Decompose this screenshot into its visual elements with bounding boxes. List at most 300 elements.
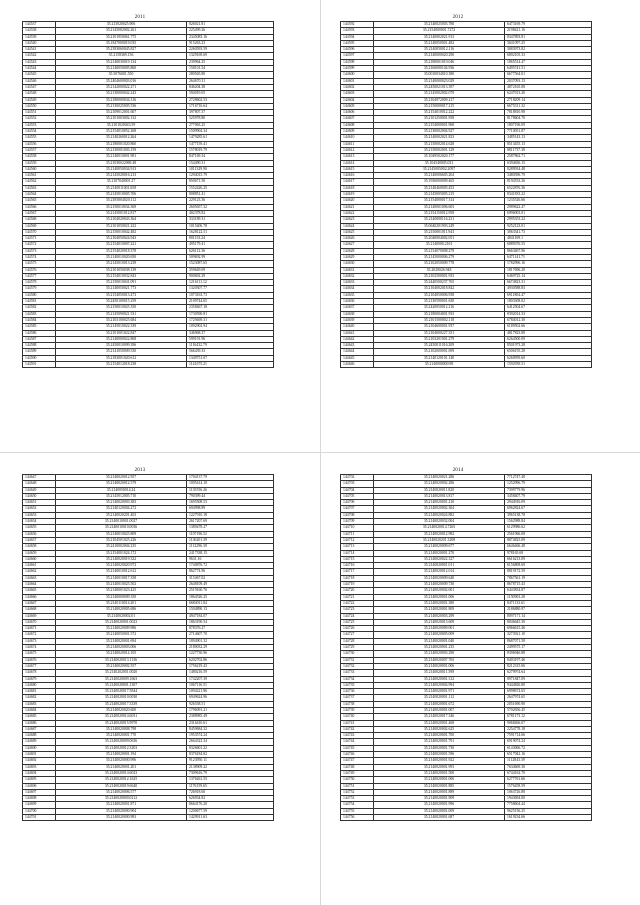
amount-cell: 1015406.78 [187,223,274,229]
amount-cell: 2388985.49 [187,714,274,720]
amount-cell: 1107196.52 [187,531,274,537]
record-id-cell: 144683 [23,701,56,707]
amount-cell: 1742207.39 [187,676,274,682]
code-cell: 35.2101001022.847 [56,330,187,336]
amount-cell: 7712747.48 [505,475,592,481]
record-id-cell: 144687 [23,726,56,732]
record-id-cell: 144734 [341,676,374,682]
amount-cell: 154490.31 [187,160,274,166]
code-cell: 35.2145082002.261 [56,28,187,34]
code-cell: 35.2140020022.327 [374,556,505,562]
record-id-cell: 144636 [341,299,374,305]
amount-cell: 315467.02 [187,575,274,581]
record-id-cell: 144557 [23,147,56,153]
record-id-cell: 144701 [23,815,56,821]
code-cell: 35.2102000001.699 [374,349,505,355]
amount-cell: 6616213.09 [505,556,592,562]
code-cell: 35.2104050006.938 [374,292,505,298]
amount-cell: 6674823.31 [505,280,592,286]
code-cell: 35.2140000000.98 [374,362,505,368]
record-id-cell: 144588 [23,343,56,349]
amount-cell: 7591714.66 [505,733,592,739]
code-cell: 35.2104600001.937 [374,324,505,330]
record-id-cell: 144640 [341,324,374,330]
record-id-cell: 144644 [341,349,374,355]
record-id-cell: 144549 [23,97,56,103]
amount-cell: 8811737.38 [505,147,592,153]
record-id-cell: 144745 [341,745,374,751]
record-id-cell: 144664 [23,582,56,588]
code-cell: 35.2140020009.986 [56,626,187,632]
amount-cell: 8663467.96 [505,248,592,254]
record-id-cell: 144668 [23,607,56,613]
code-cell: 35.2154150012.958 [374,210,505,216]
record-id-cell: 144575 [23,261,56,267]
code-cell: 35.2140020001.500 [374,770,505,776]
amount-cell: 2260593.59 [187,47,274,53]
amount-cell: 4947184.07 [187,613,274,619]
record-id-cell: 144638 [341,311,374,317]
record-id-cell: 144704 [341,487,374,493]
record-id-cell: 144716 [341,563,374,569]
code-cell: 35.2145012005.710 [56,493,187,499]
amount-cell: 402378.82 [187,210,274,216]
code-cell: 35.2140020001.312 [374,676,505,682]
code-cell: 35.2101500002.118 [374,317,505,323]
record-id-cell: 144565 [23,198,56,204]
code-cell: 35.21030022069.48 [56,160,187,166]
amount-cell: 6675311.32 [505,103,592,109]
code-cell: 35.2440500237.765 [374,280,505,286]
amount-cell: 6247013.20 [505,91,592,97]
amount-cell: 6469725.14 [505,273,592,279]
code-cell: 35.2140020003.290 [374,651,505,657]
amount-cell: 6962824.67 [505,506,592,512]
code-cell: 35.2140020001.194 [56,752,187,758]
amount-cell: 3063341.73 [505,229,592,235]
amount-cell: 1389478.27 [187,525,274,531]
code-cell: 35.2101050021.222 [56,223,187,229]
record-id-cell: 144681 [23,689,56,695]
amount-cell: 3458407.79 [505,493,592,499]
record-id-cell: 144690 [23,745,56,751]
code-cell: 35.2130000042.243 [56,91,187,97]
block-title: 2013 [134,468,146,473]
amount-cell: 2728602.53 [187,97,274,103]
amount-cell: 6394656.15 [505,160,592,166]
record-id-cell: 144577 [23,273,56,279]
amount-cell: 6684011.84 [187,600,274,606]
amount-cell: 1782996.16 [505,261,592,267]
code-cell: 35.2150010042.482 [56,229,187,235]
record-id-cell: 144626 [341,236,374,242]
record-id-cell: 144583 [23,311,56,317]
code-cell: 35.2140020001.0023 [56,619,187,625]
record-id-cell: 144735 [341,682,374,688]
record-id-cell: 144619 [341,192,374,198]
record-id-cell: 144674 [23,645,56,651]
code-cell: 35.2140020019.322 [56,556,187,562]
record-id-cell: 144662 [23,569,56,575]
code-cell: 35.2140020002.625 [374,726,505,732]
amount-cell: 1092902.94 [187,324,274,330]
record-id-cell: 144604 [341,97,374,103]
record-id-cell: 144578 [23,280,56,286]
amount-cell: 8471133.61 [505,600,592,606]
amount-cell: 6646466.48 [505,544,592,550]
code-cell: 35.2145002002.079 [374,91,505,97]
code-cell: 35.2140050001.572 [56,632,187,638]
code-cell: 35.2140020001.040 [374,638,505,644]
code-cell: 35.2101050038.139 [56,267,187,273]
code-cell: 35.2180000034.316 [56,97,187,103]
amount-cell: 1094221.86 [187,689,274,695]
code-cell: 35.2140020004.994 [374,682,505,688]
amount-cell: 346968.37 [187,330,274,336]
record-id-cell: 144632 [341,273,374,279]
code-cell: 35.2140020014.6031 [56,714,187,720]
record-id-cell: 144663 [23,575,56,581]
amount-cell: 1953574.24 [187,733,274,739]
amount-cell: 4841169.1 [505,236,592,242]
amount-cell: 8376184.82 [187,752,274,758]
code-cell: 35.2140020015.9970 [56,720,187,726]
amount-cell: 1562988.84 [505,519,592,525]
record-id-cell: 144602 [341,84,374,90]
code-cell: 35.2140020008.798 [56,726,187,732]
code-cell: 35.2140020000.0212 [56,796,187,802]
code-cell: 35.2140020001.871 [56,802,187,808]
code-cell: 35.2140020001.700 [374,733,505,739]
amount-cell: 694998.89 [187,506,274,512]
code-cell: 35.2140020014.6023 [56,770,187,776]
code-cell: 35.2140050012.116 [374,47,505,53]
record-id-cell: 144537 [23,22,56,28]
code-cell: 35.2142000022.271 [56,84,187,90]
amount-cell: 6260959.60 [505,355,592,361]
record-id-cell: 144539 [23,34,56,40]
amount-cell: 1796091.21 [187,707,274,713]
code-cell: 35.1847000019.035 [56,40,187,46]
amount-cell: 2186880.97 [505,607,592,613]
code-cell: 35.2140020014.105 [56,651,187,657]
record-id-cell: 144655 [23,525,56,531]
code-cell: 35.2180001019.046 [374,59,505,65]
record-id-cell: 144621 [341,204,374,210]
amount-cell: 8513455.13 [505,141,592,147]
code-cell: 35.2140020001.770 [56,733,187,739]
record-id-cell: 144744 [341,739,374,745]
amount-cell: 1704137.79 [187,475,274,481]
record-id-cell: 144709 [341,519,374,525]
amount-cell: 2180032.29 [187,645,274,651]
record-id-cell: 144625 [341,229,374,235]
record-id-cell: 144742 [341,726,374,732]
code-cell: 35.2140020001.922 [374,758,505,764]
amount-cell: 1865514.47 [505,59,592,65]
code-cell: 35.2140020001.011 [374,563,505,569]
amount-cell: 9123950.11 [187,758,274,764]
code-cell: 35.2140011001.658 [56,185,187,191]
data-table [340,474,592,821]
code-cell: 35.2140010025.809 [56,531,187,537]
code-cell: 35.0640201903.249 [374,223,505,229]
code-cell: 35.104540005.031 [374,160,505,166]
record-id-cell: 144748 [341,764,374,770]
code-cell: 35.2140020001.1307 [56,682,187,688]
amount-cell: 8212315.06 [505,663,592,669]
amount-cell: 1200677.59 [187,808,274,814]
record-id-cell: 144725 [341,619,374,625]
record-id-cell: 144596 [341,47,374,53]
record-id-cell: 144579 [23,286,56,292]
code-cell: 35.2140010025.502 [56,582,187,588]
amount-cell: 2417338.15 [187,550,274,556]
code-cell: 35.2109012001.607 [56,110,187,116]
record-id-cell: 144739 [341,707,374,713]
code-cell: 35.2140020019.6640 [56,783,187,789]
amount-cell: 726918.60 [187,789,274,795]
amount-cell: 264670.31 [187,78,274,84]
code-cell: 35.2154020018.378 [56,248,187,254]
code-cell: 35.2140020012.3203 [56,745,187,751]
block-title: 2011 [134,15,146,20]
amount-cell: 8403197.46 [505,657,592,663]
amount-cell: 6129986.62 [505,525,592,531]
record-id-cell: 144584 [23,317,56,323]
record-id-cell: 144642 [341,336,374,342]
amount-cell: 1477159.41 [187,141,274,147]
record-id-cell: 144609 [341,129,374,135]
amount-cell: 1479285.61 [187,135,274,141]
amount-cell: 8341833.22 [505,192,592,198]
code-cell: 35.2154010007.221 [56,242,187,248]
amount-cell: 1063726.88 [505,789,592,795]
code-cell: 35.2140020001.885 [374,783,505,789]
code-cell: 35.2140020006.577 [56,789,187,795]
amount-cell: 790399.44 [187,493,274,499]
record-id-cell: 144727 [341,632,374,638]
amount-cell: 2587862.71 [505,154,592,160]
amount-cell: 1216111.12 [187,280,274,286]
amount-cell: 8971847.09 [505,676,592,682]
code-cell: 35.2140020001.791 [374,739,505,745]
code-cell: 35.2140260012.264 [56,135,187,141]
amount-cell: 359649.09 [187,267,274,273]
amount-cell: 6784012.30 [505,317,592,323]
amount-cell: 2617207.69 [187,519,274,525]
amount-cell: 626112.36 [187,248,274,254]
record-id-cell: 144654 [23,519,56,525]
record-id-cell: 144679 [23,676,56,682]
record-id-cell: 144728 [341,638,374,644]
code-cell: 35.2140010010.0036 [56,525,187,531]
amount-cell: 2664322.34 [187,739,274,745]
amount-cell: 1136201.39 [187,537,274,543]
amount-cell: 6949624.96 [187,695,274,701]
code-cell: 35.2140020001.006 [374,594,505,600]
record-id-cell: 144697 [23,789,56,795]
amount-cell: 6264500.09 [505,336,592,342]
code-cell: 35.2140020020.600 [56,707,187,713]
code-cell: 35.2140020014.7265 [374,525,505,531]
code-cell: 35.2140000116.231 [374,217,505,223]
record-id-cell: 144692 [23,758,56,764]
code-cell: 35.2104050024.943 [56,236,187,242]
record-id-cell: 144641 [341,330,374,336]
code-cell: 35.2154050013.473 [56,292,187,298]
record-id-cell: 144614 [341,160,374,166]
table-block-2012 [340,14,576,368]
code-cell: 35.2140020024.882 [374,512,505,518]
amount-cell: 6143066.72 [505,745,592,751]
record-id-cell: 144707 [341,506,374,512]
amount-cell: 277063.25 [187,122,274,128]
record-id-cell: 144717 [341,569,374,575]
record-id-cell: 144622 [341,210,374,216]
amount-cell: 8396946.88 [505,651,592,657]
record-id-cell: 144615 [341,166,374,172]
code-cell: 35.2140020001.694 [56,638,187,644]
record-id-cell: 144607 [341,116,374,122]
code-cell: 35.2102500001.933 [374,273,505,279]
code-cell: 35.2160000104.936 [374,66,505,72]
code-cell: 35.2140020012.982 [374,531,505,537]
record-id-cell: 144661 [23,563,56,569]
code-cell: 35.2140020012.579 [56,481,187,487]
record-id-cell: 144576 [23,267,56,273]
amount-cell: 3965138.78 [505,512,592,518]
amount-cell: 1628122.51 [187,229,274,235]
record-id-cell: 144567 [23,210,56,216]
record-id-cell: 144637 [341,305,374,311]
code-cell: 35.2145010022.339 [56,324,187,330]
record-id-cell: 144543 [23,59,56,65]
record-id-cell: 144627 [341,242,374,248]
amount-cell: 6744162.70 [505,770,592,776]
amount-cell: 8046645.30 [505,619,592,625]
amount-cell: 6911804.47 [505,292,592,298]
record-id-cell: 144547 [23,84,56,90]
record-id-cell: 144721 [341,594,374,600]
amount-cell: 2989622.47 [505,204,592,210]
amount-cell: 7309616.79 [187,770,274,776]
code-cell: 35.2140020001.210 [374,500,505,506]
amount-cell: 1150903.28 [505,594,592,600]
code-cell: 35.2104501025.226 [56,537,187,543]
code-cell: 35.2103100025.684 [56,317,187,323]
amount-cell: 2499575.17 [505,645,592,651]
amount-cell: 239964.25 [187,59,274,65]
amount-cell: 6202702.86 [187,657,274,663]
record-id-cell: 144570 [23,229,56,235]
amount-cell: 8687071.58 [505,638,592,644]
code-cell: 35.2140110014.201 [56,600,187,606]
amount-cell: 6506195.28 [505,349,592,355]
record-id-cell: 144667 [23,600,56,606]
record-id-cell: 144651 [23,500,56,506]
record-id-cell: 144620 [341,198,374,204]
amount-cell: 1576458.59 [505,783,592,789]
amount-cell: 1817696.20 [505,267,592,273]
amount-cell: 4872165.08 [505,84,592,90]
record-id-cell: 144657 [23,537,56,543]
amount-cell: 900692.29 [187,273,274,279]
code-cell: 35.2101003002.132 [56,116,187,122]
amount-cell: 2648109.49 [187,582,274,588]
amount-cell: 8289934.48 [505,166,592,172]
code-cell: 35.2140020001.112 [374,695,505,701]
code-cell: 35.2141050009.530 [56,349,187,355]
code-cell: 35.2158369.156 [56,53,187,59]
record-id-cell: 144706 [341,500,374,506]
record-id-cell: 144656 [23,531,56,537]
record-id-cell: 144719 [341,582,374,588]
code-cell: 35.2140020013.1136 [56,657,187,663]
record-id-cell: 144752 [341,789,374,795]
amount-cell: 6677564.01 [505,72,592,78]
record-id-cell: 144747 [341,758,374,764]
code-cell: 35.2140020020.972 [56,563,187,569]
amount-cell: 5702656.45 [505,707,592,713]
record-id-cell: 144616 [341,173,374,179]
record-id-cell: 144648 [23,481,56,487]
record-id-cell: 144624 [341,223,374,229]
code-cell: 35.2140020001.270 [374,550,505,556]
code-cell: 35.2140020002.01 [56,613,187,619]
record-id-cell: 144672 [23,632,56,638]
record-id-cell: 144566 [23,204,56,210]
record-id-cell: 144545 [23,72,56,78]
record-id-cell: 144754 [341,802,374,808]
code-cell: 35.2101950061.775 [56,34,187,40]
record-id-cell: 144594 [341,34,374,40]
code-cell: 35.2140020001.380 [374,600,505,606]
amount-cell: 1112296.39 [187,544,274,550]
code-cell: 35.2140020012.1625 [56,777,187,783]
record-id-cell: 144665 [23,588,56,594]
code-cell: 35.2185004020.112 [56,198,187,204]
record-id-cell: 144558 [23,154,56,160]
amount-cell: 1730590.81 [187,311,274,317]
code-cell: 35.2140020012.014 [374,569,505,575]
amount-cell: 1227730.96 [187,651,274,657]
code-cell: 35.2150010025.350 [56,305,187,311]
amount-cell: 1578019.79 [187,147,274,153]
record-id-cell: 144702 [341,475,374,481]
code-cell: 35.2140010012.612 [56,569,187,575]
amount-cell: 1864526.25 [187,594,274,600]
code-cell: 35.2140020001.596 [374,752,505,758]
amount-cell: 1592939.51 [505,362,592,368]
record-id-cell: 144538 [23,28,56,34]
amount-cell: 8347893.81 [505,34,592,40]
amount-cell: 2519160.76 [187,588,274,594]
record-id-cell: 144608 [341,122,374,128]
code-cell: 35.2140020009.677 [374,544,505,550]
record-id-cell: 144563 [23,185,56,191]
amount-cell: 6966615.46 [505,626,592,632]
code-cell: 35.2140010020.650 [56,254,187,260]
code-cell: 35.2154000001.7272 [374,28,505,34]
code-cell: 35.2140020009.0636 [56,739,187,745]
code-cell: 35.2104002018.842 [374,286,505,292]
amount-cell: 229123.36 [187,198,274,204]
table-row [341,815,592,821]
amount-cell: 6802105.33 [505,53,592,59]
record-id-cell: 144695 [23,777,56,783]
data-table [22,474,274,821]
